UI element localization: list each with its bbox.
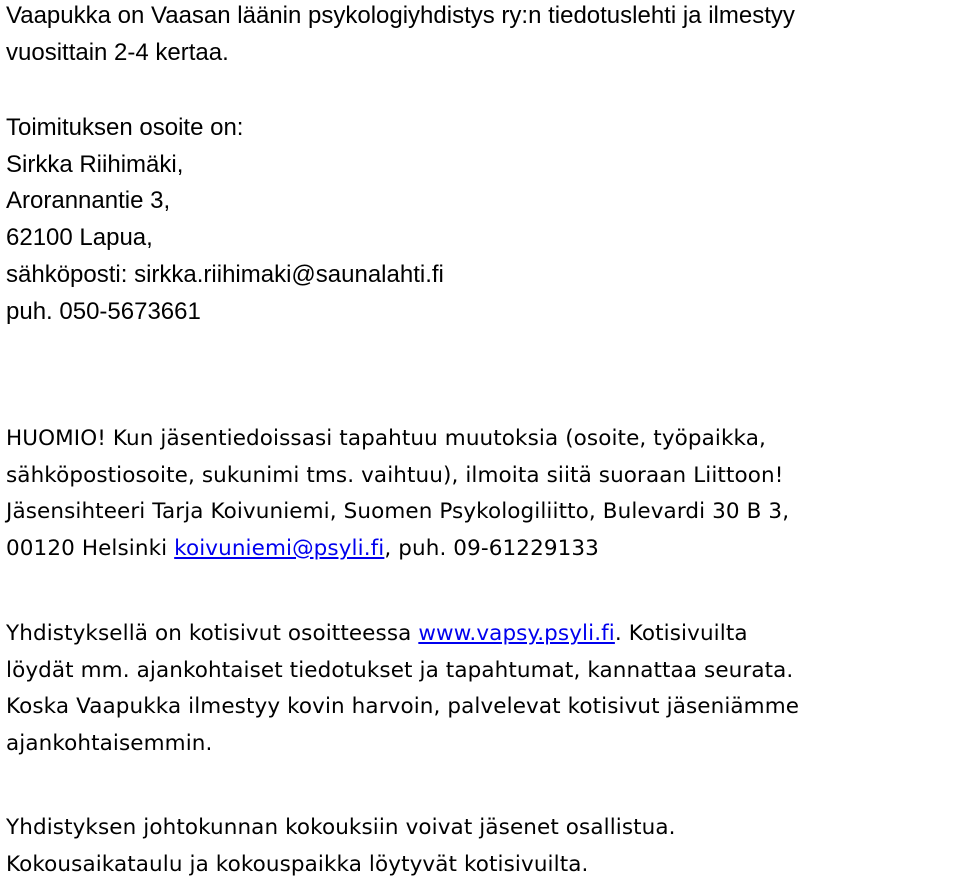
meetings-line-2: Kokousaikataulu ja kokouspaikka löytyvät kotisivuilta. [6,851,589,877]
website-line-1 [6,616,799,653]
membership-email-link[interactable]: koivuniemi@psyli.fi [174,536,385,562]
notice-line-4-suffix: , puh. 09-61229133 [384,536,599,562]
notice-paragraph [6,421,789,568]
meetings-line-1: Yhdistyksen johtokunnan kokouksiin voivat jäsenet osallistua. [6,815,676,840]
intro-line-2: vuosittain 2-4 kertaa. [6,38,229,66]
website-line-1-prefix: Yhdistyksellä on kotisivut osoitteessa [6,621,419,646]
editor-street: Arorannantie 3, [6,187,171,215]
notice-line-2: sähköpostiosoite, sukunimi tms. vaihtuu), ilmoita siitä suoraan Liittoon! [6,462,784,488]
notice-line-1: HUOMIO! Kun jäsentiedoissasi tapahtuu muutoksia (osoite, työpaikka, [6,426,766,451]
intro-paragraph [6,0,795,71]
website-line-3: Koska Vaapukka ilmestyy kovin harvoin, palvelevat kotisivut jäseniämme [6,694,800,720]
website-line-2: löydät mm. ajankohtaiset tiedotukset ja tapahtumat, kannattaa seurata. [6,657,794,683]
notice-line-3: Jäsensihteeri Tarja Koivuniemi, Suomen Psykologiliitto, Bulevardi 30 B 3, [6,499,790,525]
website-paragraph [6,616,799,763]
editor-email: sähköposti: sirkka.riihimaki@saunalahti.fi [6,260,444,288]
editorial-heading: Toimituksen osoite on: [6,114,244,141]
notice-line-4 [6,531,789,568]
meetings-paragraph [6,810,676,883]
intro-line-1: Vaapukka on Vaasan läänin psykologiyhdistys ry:n tiedotuslehti ja ilmestyy [6,2,795,29]
website-line-1-suffix: . Kotisivuilta [614,621,748,646]
editor-city: 62100 Lapua, [6,224,153,252]
editor-name: Sirkka Riihimäki, [6,150,184,178]
editor-phone: puh. 050-5673661 [6,297,201,325]
website-link[interactable]: www.vapsy.psyli.fi [418,621,615,646]
editorial-address [6,110,444,330]
notice-line-4-prefix: 00120 Helsinki [6,536,175,562]
website-line-4: ajankohtaisemmin. [6,731,213,757]
